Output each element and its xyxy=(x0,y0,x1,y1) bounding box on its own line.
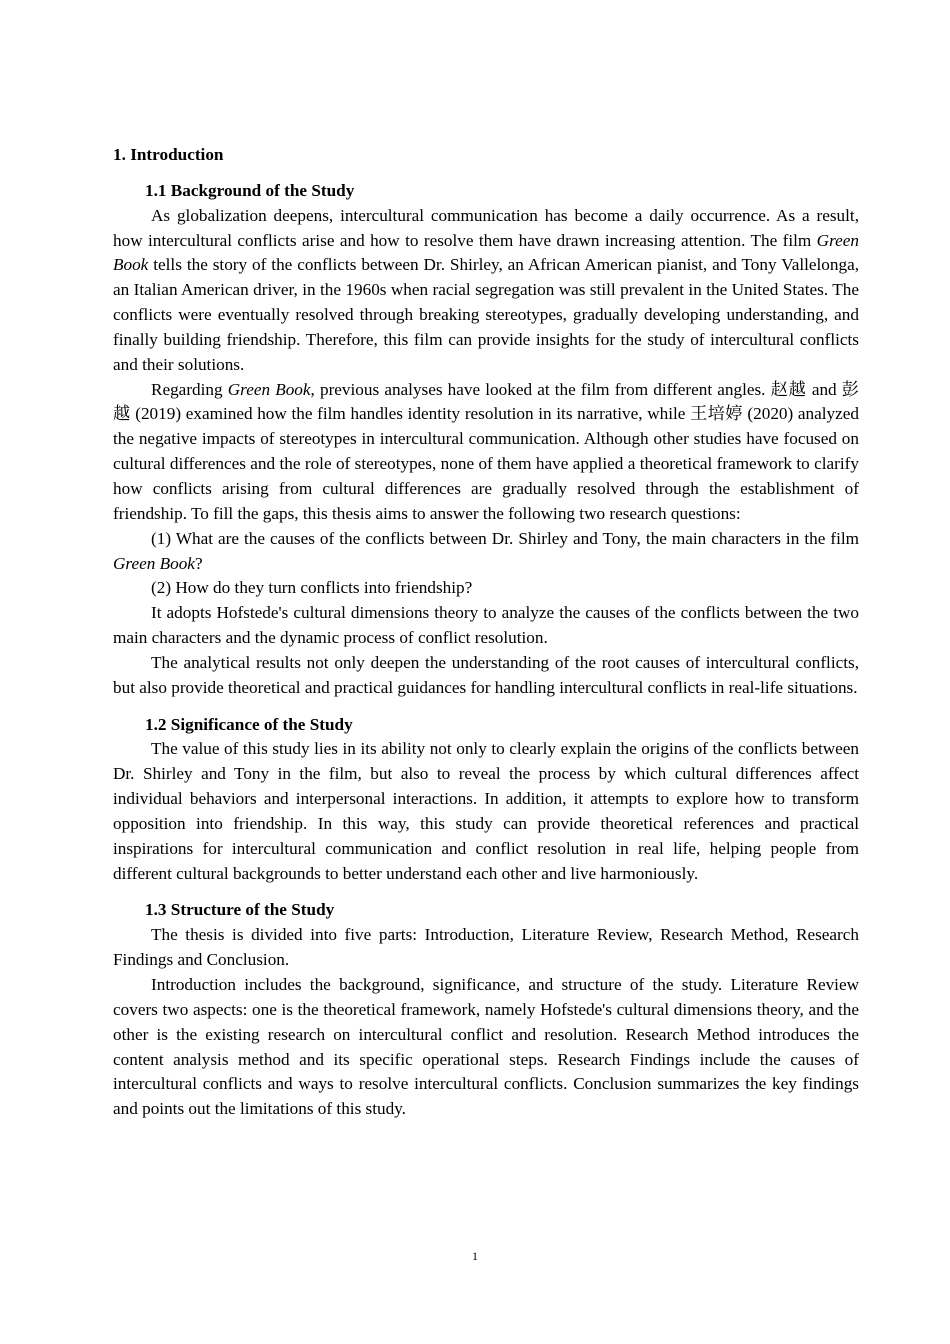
subsection-heading-significance: 1.2 Significance of the Study xyxy=(145,714,353,734)
subsection-heading-structure: 1.3 Structure of the Study xyxy=(145,900,335,920)
text-run: (1) What are the causes of the conflicts between Dr. Shirley and Tony, the main characters in the film xyxy=(151,528,859,548)
paragraph-background-3: It adopts Hofstede's cultural dimensions theory to analyze the causes of the conflicts between the two main characters and the dynamic process of conflict resolution. xyxy=(113,603,859,648)
page-number: 1 xyxy=(472,1249,478,1263)
text-run: Regarding xyxy=(151,379,228,399)
section-gap xyxy=(113,886,859,898)
research-question-2: (2) How do they turn conflicts into friendship? xyxy=(151,578,473,598)
text-run: ? xyxy=(194,553,203,573)
section-heading-introduction: 1. Introduction xyxy=(113,145,224,164)
paragraph-background-2 xyxy=(113,378,859,527)
film-title: Green Book xyxy=(227,379,311,399)
document-page xyxy=(113,143,859,1122)
film-title: Green Book xyxy=(113,230,859,275)
paragraph-significance-1: The value of this study lies in its ability not only to clearly explain the origins of the conflicts between Dr. Shirley and Tony in the film, but also to reveal the process by which cultural differences affect individual behaviors and interpersonal interactions. In addition, it attempts to explore how to transform opposition into friendship. In this way, this study can provide theoretical references and practical inspirations for intercultural communication and conflict resolution in real life, helping people from different cultural backgrounds to better understand each other and live harmoniously. xyxy=(113,739,859,883)
paragraph-background-1 xyxy=(113,204,859,378)
subsection-heading-background: 1.1 Background of the Study xyxy=(145,180,355,200)
paragraph-structure-1: The thesis is divided into five parts: Introduction, Literature Review, Research Method, Research Findings and Conclusion. xyxy=(113,925,859,970)
paragraph-background-4: The analytical results not only deepen the understanding of the root causes of intercultural conflicts, but also provide theoretical and practical guidances for handling intercultural conflicts in real-life situations. xyxy=(113,652,859,697)
section-gap xyxy=(113,701,859,713)
text-run: tells the story of the conflicts between Dr. Shirley, an African American pianist, and Tony Vallelonga, an Italian American driver, in the 1960s when racial segregation was still prevalent in the United States. The conflicts were eventually resolved through breaking stereotypes, gradually developing understanding, and finally building friendship. Therefore, this film can provide insights for the study of intercultural conflicts and their solutions. xyxy=(113,255,859,374)
film-title: Green Book xyxy=(113,553,195,573)
text-run: As globalization deepens, intercultural communication has become a daily occurrence. As a result, how intercultural conflicts arise and how to resolve them have drawn increasing attention. The film xyxy=(113,205,859,250)
text-run: , previous analyses have looked at the film from different angles. 赵越 and 彭越 (2019) examined how the film handles identity resolution in its narrative, while 王培婷 (2020) analyzed the negative impacts of stereotypes in intercultural communication. Although other studies have focused on cultural differences and the role of stereotypes, none of them have applied a theoretical framework to clarify how conflicts arising from cultural differences are gradually resolved through the establishment of friendship. To fill the gaps, this thesis aims to answer the following two research questions: xyxy=(113,379,859,523)
research-question-1 xyxy=(113,527,859,577)
paragraph-structure-2: Introduction includes the background, significance, and structure of the study. Literature Review covers two aspects: one is the theoretical framework, namely Hofstede's cultural dimensions theory, and the other is the existing research on intercultural conflict and resolution. Research Method introduces the content analysis method and its specific operational steps. Research Findings include the causes of intercultural conflicts and ways to resolve intercultural conflicts. Conclusion summarizes the key findings and points out the limitations of this study. xyxy=(113,975,859,1119)
